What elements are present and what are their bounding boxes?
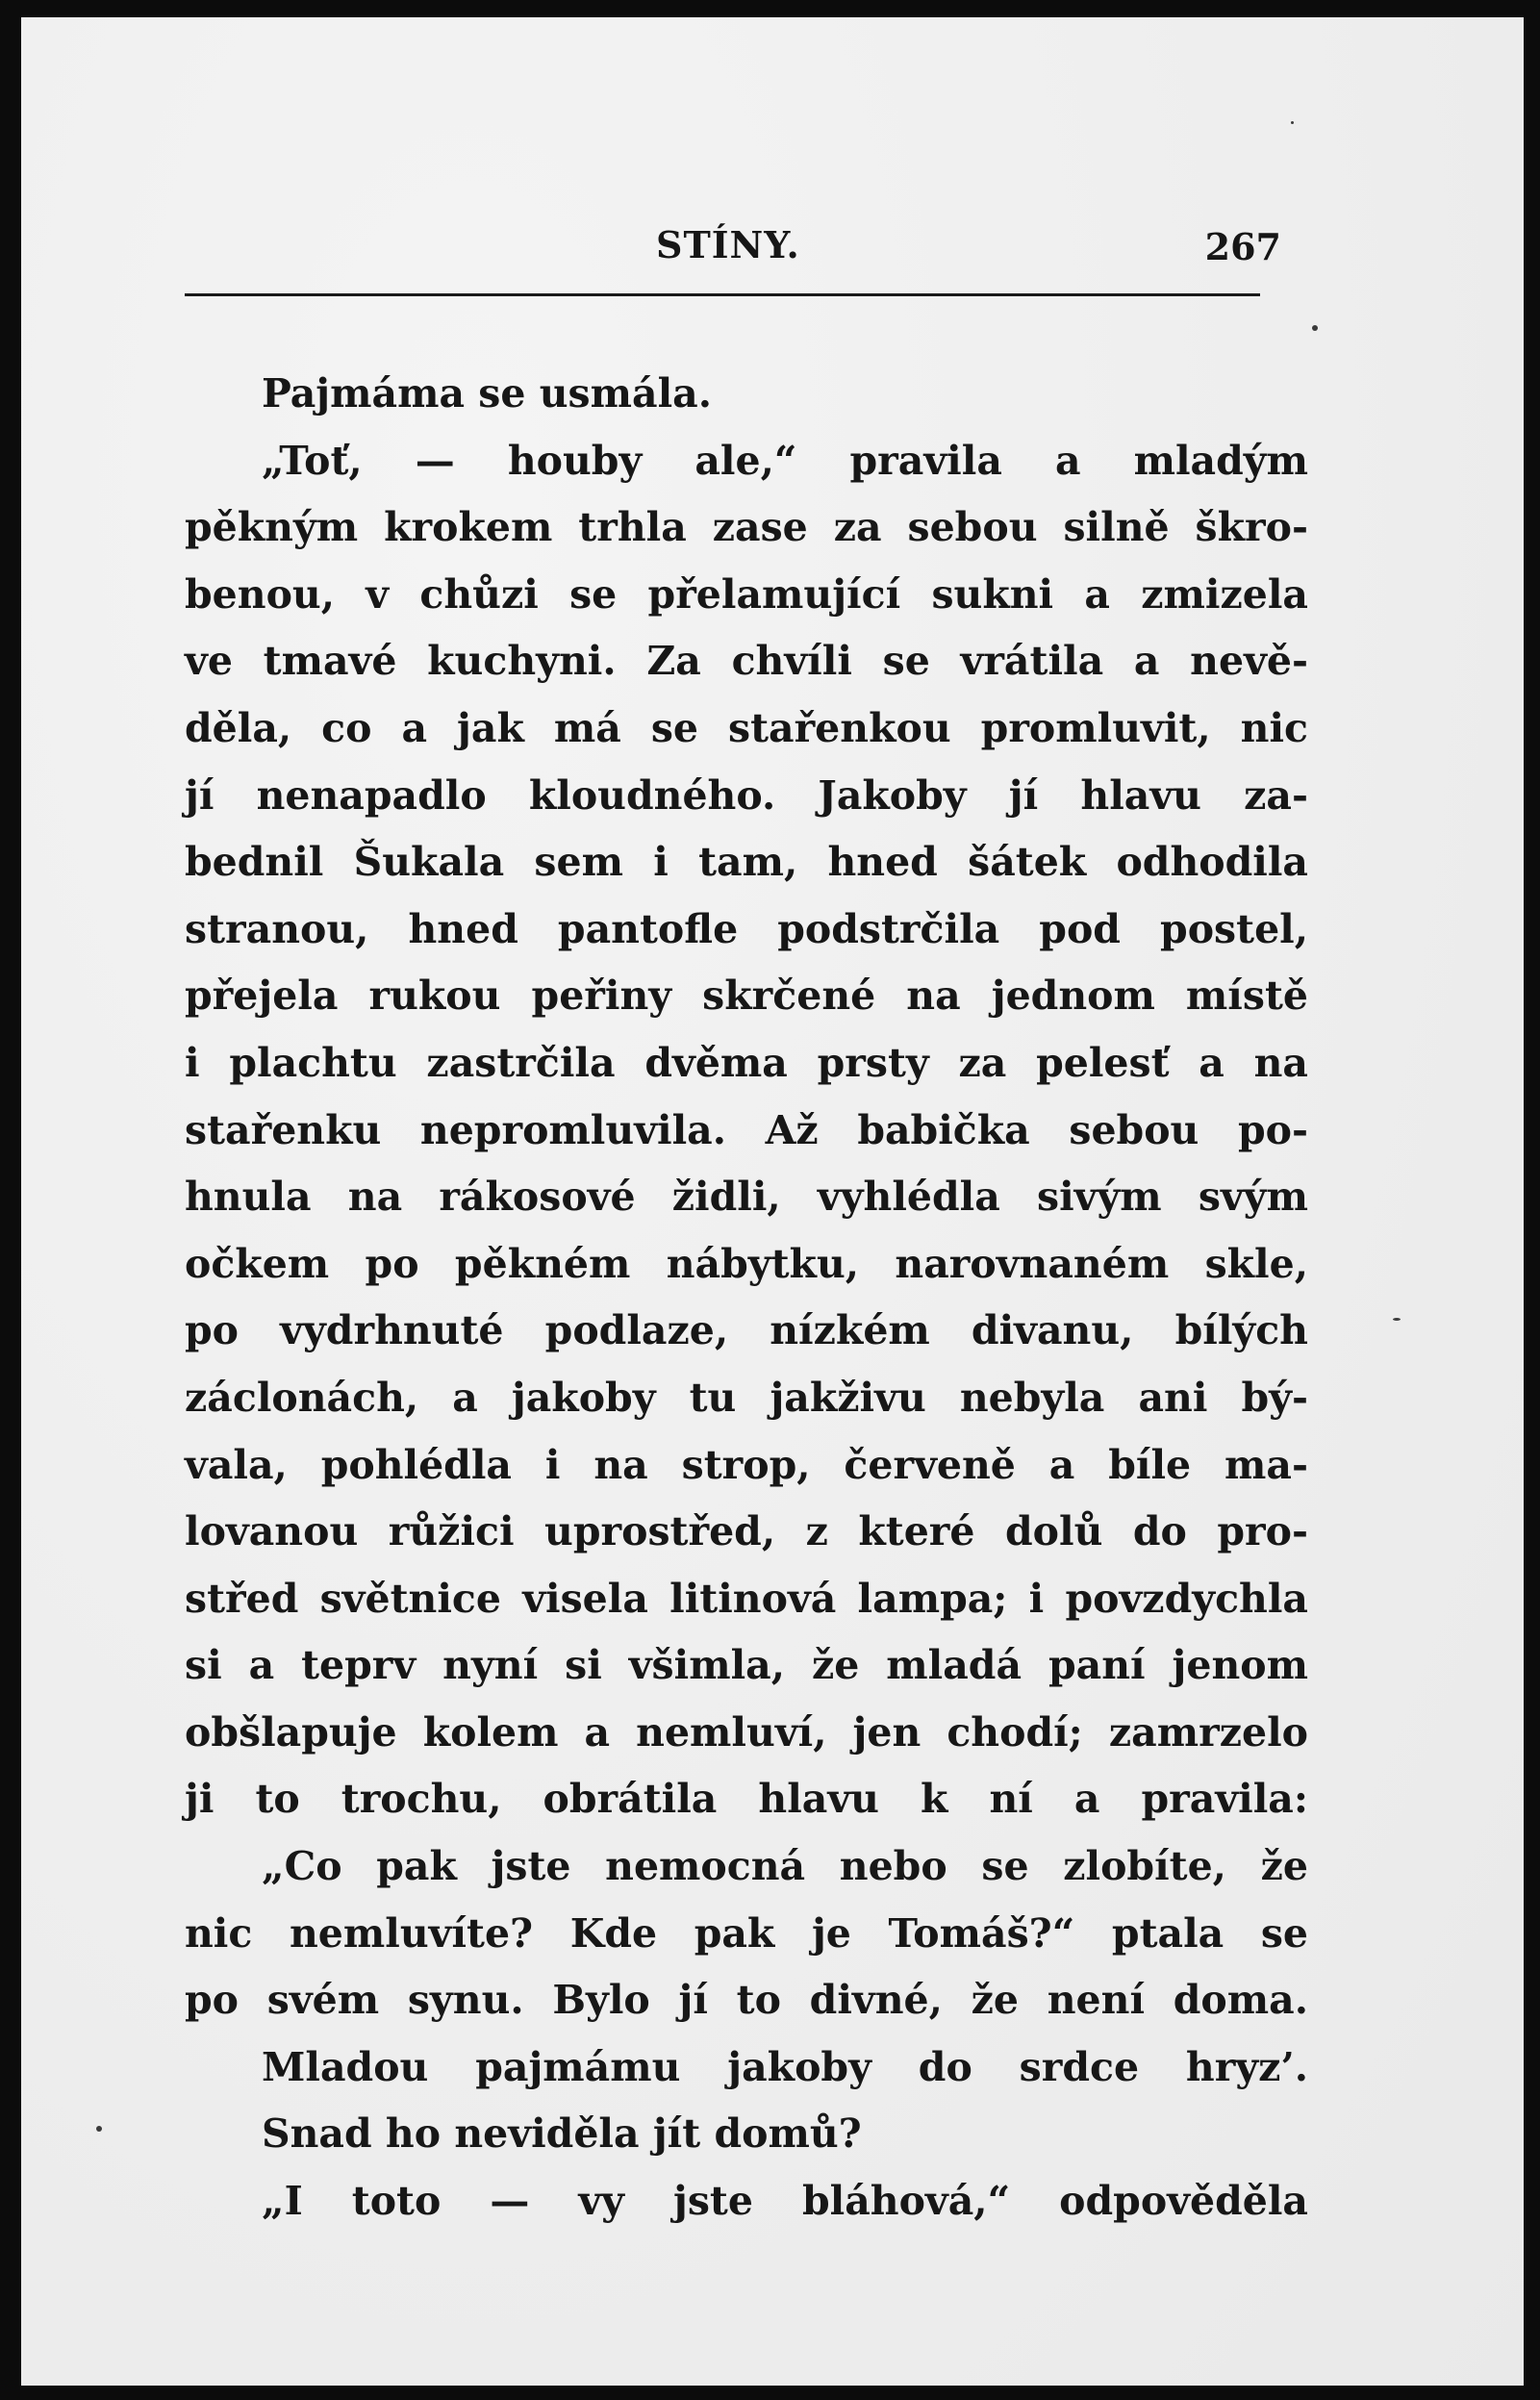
text-line: děla, co a jak má se stařenkou promluvit, nic [185,704,1308,751]
body-text [185,361,1308,2236]
text-line: ve tmavé kuchyni. Za chvíli se vrátila a nevě- [185,638,1308,685]
running-title: STÍNY. [656,223,800,266]
text-line: i plachtu zastrčila dvěma prsty za pelesť a na [185,1039,1308,1086]
text-line: záclonách, a jakoby tu jakživu nebyla ani bý- [185,1374,1308,1421]
paper-speck [1312,325,1318,331]
text-line: „Toť, — houby ale,“ pravila a mladým [262,437,1308,484]
text-line: Mladou pajmámu jakoby do srdce hryz’. [262,2043,1308,2090]
text-line: stranou, hned pantofle podstrčila pod postel, [185,905,1308,952]
text-line: stařenku nepromluvila. Až babička sebou po- [185,1106,1308,1153]
text-line: si a teprv nyní si všimla, že mladá paní jenom [185,1642,1308,1689]
book-page [21,17,1524,2386]
page-header [185,215,1281,279]
text-line: přejela rukou peřiny skrčené na jednom místě [185,973,1308,1020]
header-rule [185,293,1260,296]
text-line: bednil Šukala sem i tam, hned šátek odhodila [185,839,1308,886]
text-line: očkem po pěkném nábytku, narovnaném skle, [185,1240,1308,1287]
paper-speck [96,2126,102,2132]
text-line: „I toto — vy jste bláhová,“ odpověděla [262,2178,1308,2225]
paper-speck [1393,1318,1401,1321]
text-line: obšlapuje kolem a nemluví, jen chodí; zamrzelo [185,1708,1308,1756]
text-line: po svém synu. Bylo jí to divné, že není doma. [185,1977,1308,2024]
text-line: „Co pak jste nemocná nebo se zlobíte, že [262,1843,1308,1890]
text-line: střed světnice visela litinová lampa; i povzdychla [185,1575,1308,1622]
page-number: 267 [1204,225,1281,268]
text-line: po vydrhnuté podlaze, nízkém divanu, bílých [185,1307,1308,1354]
text-line: pěkným krokem trhla zase za sebou silně škro- [185,504,1308,551]
text-line: nic nemluvíte? Kde pak je Tomáš?“ ptala se [185,1909,1308,1957]
text-line: Pajmáma se usmála. [262,370,712,417]
text-line: vala, pohlédla i na strop, červeně a bíle ma- [185,1441,1308,1488]
text-line: ji to trochu, obrátila hlavu k ní a pravila: [185,1776,1308,1823]
text-line: Snad ho neviděla jít domů? [262,2110,862,2158]
text-line: hnula na rákosové židli, vyhlédla sivým svým [185,1174,1308,1221]
text-line: jí nenapadlo kloudného. Jakoby jí hlavu za- [185,771,1308,819]
text-line: lovanou růžici uprostřed, z které dolů do pro- [185,1508,1308,1555]
text-line: benou, v chůzi se přelamující sukni a zmizela [185,570,1308,618]
paper-speck [1291,121,1294,124]
